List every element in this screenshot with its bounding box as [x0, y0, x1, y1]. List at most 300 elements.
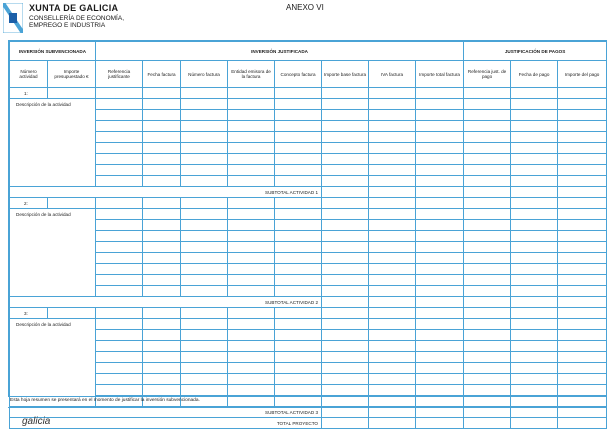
entry-cell[interactable]	[96, 275, 143, 286]
entry-cell[interactable]	[181, 121, 228, 132]
entry-cell[interactable]	[228, 396, 275, 407]
entry-cell[interactable]	[511, 154, 558, 165]
entry-cell[interactable]	[558, 154, 607, 165]
entry-cell[interactable]	[228, 275, 275, 286]
entry-cell[interactable]	[228, 220, 275, 231]
entry-cell[interactable]	[275, 352, 322, 363]
entry-cell[interactable]	[96, 352, 143, 363]
entry-cell[interactable]	[143, 319, 181, 330]
entry-cell[interactable]	[228, 88, 275, 99]
entry-cell[interactable]	[228, 242, 275, 253]
entry-cell[interactable]	[322, 253, 369, 264]
budget-cell[interactable]	[48, 88, 96, 99]
entry-cell[interactable]	[464, 198, 511, 209]
entry-cell[interactable]	[558, 319, 607, 330]
entry-cell[interactable]	[143, 330, 181, 341]
entry-cell[interactable]	[511, 176, 558, 187]
entry-cell[interactable]	[464, 242, 511, 253]
entry-cell[interactable]	[228, 110, 275, 121]
entry-cell[interactable]	[322, 352, 369, 363]
entry-cell[interactable]	[558, 286, 607, 297]
entry-cell[interactable]	[416, 110, 464, 121]
entry-cell[interactable]	[416, 176, 464, 187]
entry-cell[interactable]	[96, 110, 143, 121]
entry-cell[interactable]	[511, 110, 558, 121]
entry-cell[interactable]	[143, 121, 181, 132]
entry-cell[interactable]	[181, 286, 228, 297]
entry-cell[interactable]	[369, 198, 416, 209]
entry-cell[interactable]	[416, 352, 464, 363]
entry-cell[interactable]	[143, 242, 181, 253]
entry-cell[interactable]	[228, 121, 275, 132]
entry-cell[interactable]	[228, 352, 275, 363]
entry-cell[interactable]	[275, 132, 322, 143]
entry-cell[interactable]	[369, 110, 416, 121]
entry-cell[interactable]	[322, 385, 369, 396]
entry-cell[interactable]	[558, 231, 607, 242]
entry-cell[interactable]	[181, 231, 228, 242]
entry-cell[interactable]	[369, 275, 416, 286]
entry-cell[interactable]	[275, 286, 322, 297]
entry-cell[interactable]	[464, 264, 511, 275]
entry-cell[interactable]	[143, 99, 181, 110]
entry-cell[interactable]	[511, 264, 558, 275]
entry-cell[interactable]	[511, 99, 558, 110]
entry-cell[interactable]	[275, 363, 322, 374]
entry-cell[interactable]	[143, 176, 181, 187]
entry-cell[interactable]	[322, 264, 369, 275]
entry-cell[interactable]	[96, 341, 143, 352]
entry-cell[interactable]	[96, 99, 143, 110]
entry-cell[interactable]	[322, 308, 369, 319]
entry-cell[interactable]	[228, 264, 275, 275]
entry-cell[interactable]	[275, 110, 322, 121]
entry-cell[interactable]	[322, 132, 369, 143]
entry-cell[interactable]	[143, 308, 181, 319]
entry-cell[interactable]	[558, 209, 607, 220]
entry-cell[interactable]	[181, 319, 228, 330]
entry-cell[interactable]	[275, 253, 322, 264]
entry-cell[interactable]	[464, 330, 511, 341]
entry-cell[interactable]	[96, 143, 143, 154]
entry-cell[interactable]	[369, 220, 416, 231]
entry-cell[interactable]	[416, 308, 464, 319]
entry-cell[interactable]	[275, 396, 322, 407]
entry-cell[interactable]	[181, 198, 228, 209]
entry-cell[interactable]	[416, 154, 464, 165]
entry-cell[interactable]	[228, 154, 275, 165]
entry-cell[interactable]	[96, 374, 143, 385]
entry-cell[interactable]	[511, 165, 558, 176]
entry-cell[interactable]	[96, 330, 143, 341]
entry-cell[interactable]	[181, 165, 228, 176]
subtotal-ref[interactable]	[464, 187, 511, 198]
entry-cell[interactable]	[511, 396, 558, 407]
entry-cell[interactable]	[143, 374, 181, 385]
entry-cell[interactable]	[558, 352, 607, 363]
entry-cell[interactable]	[416, 396, 464, 407]
entry-cell[interactable]	[416, 165, 464, 176]
entry-cell[interactable]	[143, 110, 181, 121]
entry-cell[interactable]	[464, 308, 511, 319]
entry-cell[interactable]	[369, 253, 416, 264]
entry-cell[interactable]	[416, 319, 464, 330]
budget-cell[interactable]	[48, 198, 96, 209]
entry-cell[interactable]	[416, 220, 464, 231]
entry-cell[interactable]	[275, 198, 322, 209]
entry-cell[interactable]	[416, 99, 464, 110]
entry-cell[interactable]	[416, 209, 464, 220]
entry-cell[interactable]	[511, 121, 558, 132]
entry-cell[interactable]	[322, 209, 369, 220]
entry-cell[interactable]	[416, 88, 464, 99]
entry-cell[interactable]	[322, 99, 369, 110]
subtotal-date[interactable]	[511, 297, 558, 308]
entry-cell[interactable]	[181, 363, 228, 374]
entry-cell[interactable]	[416, 253, 464, 264]
entry-cell[interactable]	[464, 341, 511, 352]
entry-cell[interactable]	[275, 88, 322, 99]
entry-cell[interactable]	[558, 176, 607, 187]
entry-cell[interactable]	[181, 154, 228, 165]
entry-cell[interactable]	[228, 385, 275, 396]
entry-cell[interactable]	[322, 242, 369, 253]
entry-cell[interactable]	[275, 220, 322, 231]
entry-cell[interactable]	[228, 330, 275, 341]
entry-cell[interactable]	[228, 374, 275, 385]
entry-cell[interactable]	[416, 198, 464, 209]
entry-cell[interactable]	[511, 330, 558, 341]
entry-cell[interactable]	[143, 132, 181, 143]
entry-cell[interactable]	[511, 253, 558, 264]
entry-cell[interactable]	[275, 209, 322, 220]
entry-cell[interactable]	[181, 308, 228, 319]
entry-cell[interactable]	[464, 319, 511, 330]
entry-cell[interactable]	[143, 143, 181, 154]
entry-cell[interactable]	[511, 132, 558, 143]
entry-cell[interactable]	[275, 341, 322, 352]
entry-cell[interactable]	[558, 99, 607, 110]
entry-cell[interactable]	[322, 231, 369, 242]
entry-cell[interactable]	[143, 264, 181, 275]
entry-cell[interactable]	[369, 99, 416, 110]
subtotal-payment[interactable]	[558, 187, 607, 198]
entry-cell[interactable]	[96, 198, 143, 209]
entry-cell[interactable]	[181, 352, 228, 363]
entry-cell[interactable]	[143, 198, 181, 209]
entry-cell[interactable]	[96, 319, 143, 330]
entry-cell[interactable]	[416, 275, 464, 286]
entry-cell[interactable]	[322, 341, 369, 352]
entry-cell[interactable]	[511, 275, 558, 286]
entry-cell[interactable]	[275, 319, 322, 330]
entry-cell[interactable]	[416, 231, 464, 242]
subtotal-base[interactable]	[322, 187, 369, 198]
entry-cell[interactable]	[181, 176, 228, 187]
entry-cell[interactable]	[511, 231, 558, 242]
entry-cell[interactable]	[181, 220, 228, 231]
budget-cell[interactable]	[48, 308, 96, 319]
entry-cell[interactable]	[143, 165, 181, 176]
entry-cell[interactable]	[511, 209, 558, 220]
entry-cell[interactable]	[181, 374, 228, 385]
entry-cell[interactable]	[416, 121, 464, 132]
entry-cell[interactable]	[558, 396, 607, 407]
entry-cell[interactable]	[558, 110, 607, 121]
entry-cell[interactable]	[369, 242, 416, 253]
entry-cell[interactable]	[369, 374, 416, 385]
entry-cell[interactable]	[322, 363, 369, 374]
entry-cell[interactable]	[464, 352, 511, 363]
entry-cell[interactable]	[143, 385, 181, 396]
entry-cell[interactable]	[322, 275, 369, 286]
entry-cell[interactable]	[143, 352, 181, 363]
entry-cell[interactable]	[322, 121, 369, 132]
entry-cell[interactable]	[143, 341, 181, 352]
entry-cell[interactable]	[96, 231, 143, 242]
entry-cell[interactable]	[322, 176, 369, 187]
entry-cell[interactable]	[228, 253, 275, 264]
entry-cell[interactable]	[369, 319, 416, 330]
entry-cell[interactable]	[322, 374, 369, 385]
entry-cell[interactable]	[558, 121, 607, 132]
entry-cell[interactable]	[369, 154, 416, 165]
entry-cell[interactable]	[228, 198, 275, 209]
entry-cell[interactable]	[228, 286, 275, 297]
entry-cell[interactable]	[96, 132, 143, 143]
entry-cell[interactable]	[181, 253, 228, 264]
entry-cell[interactable]	[369, 330, 416, 341]
entry-cell[interactable]	[181, 132, 228, 143]
entry-cell[interactable]	[322, 319, 369, 330]
entry-cell[interactable]	[143, 209, 181, 220]
entry-cell[interactable]	[369, 132, 416, 143]
entry-cell[interactable]	[369, 264, 416, 275]
entry-cell[interactable]	[464, 121, 511, 132]
entry-cell[interactable]	[511, 88, 558, 99]
entry-cell[interactable]	[464, 374, 511, 385]
entry-cell[interactable]	[369, 209, 416, 220]
entry-cell[interactable]	[558, 308, 607, 319]
entry-cell[interactable]	[143, 154, 181, 165]
entry-cell[interactable]	[275, 374, 322, 385]
entry-cell[interactable]	[558, 198, 607, 209]
entry-cell[interactable]	[369, 352, 416, 363]
entry-cell[interactable]	[96, 165, 143, 176]
entry-cell[interactable]	[558, 143, 607, 154]
entry-cell[interactable]	[416, 143, 464, 154]
entry-cell[interactable]	[464, 396, 511, 407]
entry-cell[interactable]	[96, 253, 143, 264]
entry-cell[interactable]	[511, 242, 558, 253]
entry-cell[interactable]	[96, 363, 143, 374]
entry-cell[interactable]	[275, 385, 322, 396]
entry-cell[interactable]	[464, 209, 511, 220]
entry-cell[interactable]	[511, 374, 558, 385]
entry-cell[interactable]	[416, 330, 464, 341]
entry-cell[interactable]	[228, 308, 275, 319]
entry-cell[interactable]	[416, 286, 464, 297]
entry-cell[interactable]	[416, 242, 464, 253]
entry-cell[interactable]	[464, 363, 511, 374]
entry-cell[interactable]	[181, 143, 228, 154]
entry-cell[interactable]	[322, 110, 369, 121]
entry-cell[interactable]	[275, 231, 322, 242]
entry-cell[interactable]	[181, 385, 228, 396]
entry-cell[interactable]	[228, 209, 275, 220]
entry-cell[interactable]	[96, 264, 143, 275]
entry-cell[interactable]	[275, 176, 322, 187]
entry-cell[interactable]	[275, 99, 322, 110]
entry-cell[interactable]	[181, 88, 228, 99]
entry-cell[interactable]	[511, 286, 558, 297]
entry-cell[interactable]	[511, 363, 558, 374]
entry-cell[interactable]	[96, 385, 143, 396]
entry-cell[interactable]	[275, 121, 322, 132]
entry-cell[interactable]	[96, 154, 143, 165]
entry-cell[interactable]	[322, 330, 369, 341]
entry-cell[interactable]	[143, 220, 181, 231]
entry-cell[interactable]	[96, 308, 143, 319]
entry-cell[interactable]	[558, 363, 607, 374]
entry-cell[interactable]	[322, 154, 369, 165]
entry-cell[interactable]	[228, 363, 275, 374]
entry-cell[interactable]	[96, 242, 143, 253]
entry-cell[interactable]	[464, 132, 511, 143]
entry-cell[interactable]	[416, 385, 464, 396]
entry-cell[interactable]	[511, 143, 558, 154]
subtotal-base[interactable]	[322, 297, 369, 308]
subtotal-payment[interactable]	[558, 297, 607, 308]
entry-cell[interactable]	[143, 286, 181, 297]
entry-cell[interactable]	[511, 352, 558, 363]
entry-cell[interactable]	[96, 88, 143, 99]
entry-cell[interactable]	[369, 231, 416, 242]
entry-cell[interactable]	[464, 176, 511, 187]
entry-cell[interactable]	[275, 330, 322, 341]
entry-cell[interactable]	[511, 308, 558, 319]
entry-cell[interactable]	[558, 242, 607, 253]
entry-cell[interactable]	[558, 88, 607, 99]
entry-cell[interactable]	[369, 385, 416, 396]
entry-cell[interactable]	[275, 275, 322, 286]
entry-cell[interactable]	[369, 88, 416, 99]
subtotal-iva[interactable]	[369, 297, 416, 308]
entry-cell[interactable]	[416, 132, 464, 143]
entry-cell[interactable]	[464, 231, 511, 242]
entry-cell[interactable]	[369, 286, 416, 297]
subtotal-date[interactable]	[511, 187, 558, 198]
entry-cell[interactable]	[181, 99, 228, 110]
entry-cell[interactable]	[369, 143, 416, 154]
entry-cell[interactable]	[464, 143, 511, 154]
entry-cell[interactable]	[228, 231, 275, 242]
entry-cell[interactable]	[369, 308, 416, 319]
entry-cell[interactable]	[369, 341, 416, 352]
entry-cell[interactable]	[228, 99, 275, 110]
entry-cell[interactable]	[558, 341, 607, 352]
entry-cell[interactable]	[558, 264, 607, 275]
entry-cell[interactable]	[322, 396, 369, 407]
subtotal-ref[interactable]	[464, 297, 511, 308]
entry-cell[interactable]	[96, 209, 143, 220]
subtotal-total[interactable]	[416, 297, 464, 308]
entry-cell[interactable]	[143, 275, 181, 286]
entry-cell[interactable]	[275, 308, 322, 319]
entry-cell[interactable]	[181, 341, 228, 352]
entry-cell[interactable]	[322, 143, 369, 154]
entry-cell[interactable]	[322, 286, 369, 297]
entry-cell[interactable]	[228, 132, 275, 143]
entry-cell[interactable]	[275, 242, 322, 253]
entry-cell[interactable]	[416, 341, 464, 352]
entry-cell[interactable]	[322, 220, 369, 231]
entry-cell[interactable]	[181, 209, 228, 220]
entry-cell[interactable]	[228, 176, 275, 187]
entry-cell[interactable]	[511, 319, 558, 330]
entry-cell[interactable]	[464, 286, 511, 297]
entry-cell[interactable]	[464, 154, 511, 165]
entry-cell[interactable]	[96, 121, 143, 132]
entry-cell[interactable]	[275, 143, 322, 154]
entry-cell[interactable]	[369, 176, 416, 187]
entry-cell[interactable]	[228, 165, 275, 176]
entry-cell[interactable]	[464, 220, 511, 231]
entry-cell[interactable]	[143, 363, 181, 374]
entry-cell[interactable]	[369, 121, 416, 132]
subtotal-iva[interactable]	[369, 187, 416, 198]
entry-cell[interactable]	[322, 88, 369, 99]
entry-cell[interactable]	[558, 132, 607, 143]
entry-cell[interactable]	[228, 341, 275, 352]
entry-cell[interactable]	[181, 275, 228, 286]
entry-cell[interactable]	[464, 275, 511, 286]
entry-cell[interactable]	[228, 319, 275, 330]
entry-cell[interactable]	[511, 341, 558, 352]
entry-cell[interactable]	[416, 363, 464, 374]
entry-cell[interactable]	[464, 88, 511, 99]
entry-cell[interactable]	[558, 374, 607, 385]
entry-cell[interactable]	[558, 330, 607, 341]
entry-cell[interactable]	[558, 253, 607, 264]
entry-cell[interactable]	[181, 110, 228, 121]
entry-cell[interactable]	[322, 165, 369, 176]
entry-cell[interactable]	[143, 253, 181, 264]
entry-cell[interactable]	[275, 264, 322, 275]
entry-cell[interactable]	[96, 176, 143, 187]
entry-cell[interactable]	[416, 264, 464, 275]
entry-cell[interactable]	[416, 374, 464, 385]
entry-cell[interactable]	[181, 242, 228, 253]
entry-cell[interactable]	[464, 99, 511, 110]
entry-cell[interactable]	[96, 286, 143, 297]
entry-cell[interactable]	[181, 330, 228, 341]
entry-cell[interactable]	[96, 220, 143, 231]
entry-cell[interactable]	[322, 198, 369, 209]
subtotal-total[interactable]	[416, 187, 464, 198]
entry-cell[interactable]	[228, 143, 275, 154]
entry-cell[interactable]	[558, 275, 607, 286]
entry-cell[interactable]	[464, 253, 511, 264]
entry-cell[interactable]	[369, 363, 416, 374]
entry-cell[interactable]	[464, 110, 511, 121]
entry-cell[interactable]	[275, 154, 322, 165]
entry-cell[interactable]	[369, 165, 416, 176]
entry-cell[interactable]	[369, 396, 416, 407]
entry-cell[interactable]	[558, 165, 607, 176]
entry-cell[interactable]	[181, 264, 228, 275]
entry-cell[interactable]	[558, 220, 607, 231]
